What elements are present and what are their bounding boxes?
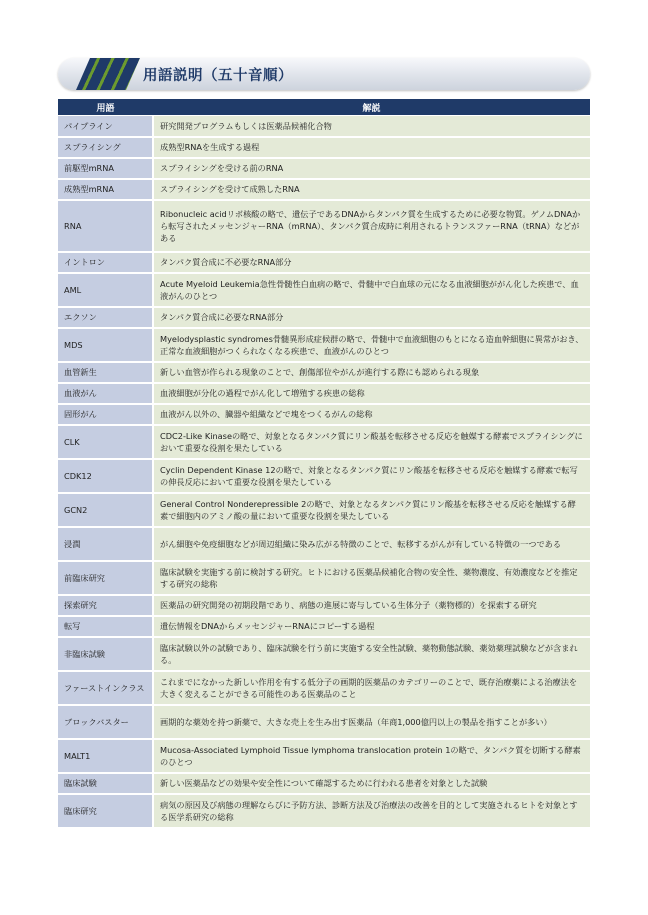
description-cell: 血液がん以外の、臓器や組織などで塊をつくるがんの総称 [153,404,590,425]
description-cell: Mucosa-Associated Lymphoid Tissue lymphoma translocation protein 1の略で、タンパク質を切断する酵素のひとつ [153,739,590,773]
table-row [58,328,590,362]
description-cell: Cyclin Dependent Kinase 12の略で、対象となるタンパク質にリン酸基を転移させる反応を触媒する酵素で転写の伸長反応において重要な役割を果たしている [153,459,590,493]
description-cell: タンパク質合成に必要なRNA部分 [153,307,590,328]
description-cell: 研究開発プログラムもしくは医薬品候補化合物 [153,116,590,137]
description-cell: 画期的な薬効を持つ新薬で、大きな売上を生み出す医薬品（年商1,000億円以上の製品を指すことが多い） [153,705,590,739]
description-cell: がん細胞や免疫細胞などが周辺組織に染み広がる特徴のことで、転移するがんが有している特徴の一つである [153,527,590,561]
table-row [58,179,590,200]
table-row [58,116,590,137]
description-cell: 医薬品の研究開発の初期段階であり、病態の進展に寄与している生体分子（薬物標的）を探索する研究 [153,595,590,616]
header-term: 用語 [58,99,153,116]
table-row [58,200,590,252]
description-cell: 新しい血管が作られる現象のことで、創傷部位やがんが進行する際にも認められる現象 [153,362,590,383]
term-cell: 血液がん [58,383,153,404]
table-row [58,739,590,773]
table-row [58,616,590,637]
table-row [58,493,590,527]
description-cell: これまでになかった新しい作用を有する低分子の画期的医薬品のカテゴリーのことで、既存治療薬による治療法を大きく変えることができる可能性のある医薬品のこと [153,671,590,705]
description-cell: タンパク質合成に不必要なRNA部分 [153,252,590,273]
description-cell: 遺伝情報をDNAからメッセンジャーRNAにコピーする過程 [153,616,590,637]
table-row [58,307,590,328]
term-cell: 臨床試験 [58,773,153,794]
table-row [58,595,590,616]
table-row [58,404,590,425]
table-row [58,527,590,561]
table-row [58,561,590,595]
table-row [58,671,590,705]
term-cell: ファーストインクラス [58,671,153,705]
description-cell: スプライシングを受ける前のRNA [153,158,590,179]
description-cell: 新しい医薬品などの効果や安全性について確認するために行われる患者を対象とした試験 [153,773,590,794]
term-cell: RNA [58,200,153,252]
table-row [58,362,590,383]
table-row [58,273,590,307]
table-row [58,383,590,404]
term-cell: スプライシング [58,137,153,158]
description-cell: 臨床試験以外の試験であり、臨床試験を行う前に実施する安全性試験、薬物動態試験、薬効薬理試験などが含まれる。 [153,637,590,671]
term-cell: 前臨床研究 [58,561,153,595]
glossary-table [58,99,590,829]
page-title-bar [58,58,590,90]
term-cell: 固形がん [58,404,153,425]
description-cell: General Control Nonderepressible 2の略で、対象となるタンパク質にリン酸基を転移させる反応を触媒する酵素で細胞内のアミノ酸の量において重要な役割を果たしている [153,493,590,527]
page-title: 用語説明（五十音順） [143,68,293,84]
description-cell: Acute Myeloid Leukemia急性骨髄性白血病の略で、骨髄中で白血球の元になる血液細胞ががん化した疾患で、血液がんのひとつ [153,273,590,307]
description-cell: 血液細胞が分化の過程でがん化して増殖する疾患の総称 [153,383,590,404]
table-row [58,137,590,158]
table-row [58,459,590,493]
term-cell: CDK12 [58,459,153,493]
term-cell: 浸潤 [58,527,153,561]
term-cell: 成熟型mRNA [58,179,153,200]
table-row [58,158,590,179]
table-row [58,425,590,459]
term-cell: CLK [58,425,153,459]
header-description: 解説 [153,99,590,116]
table-header-row [58,99,590,116]
description-cell: Myelodysplastic syndromes骨髄異形成症候群の略で、骨髄中で血液細胞のもとになる造血幹細胞に異常がおき、正常な血液細胞がつくられなくなる疾患で、血液がんのひとつ [153,328,590,362]
description-cell: スプライシングを受けて成熟したRNA [153,179,590,200]
term-cell: パイプライン [58,116,153,137]
description-cell: CDC2-Like Kinaseの略で、対象となるタンパク質にリン酸基を転移させる反応を触媒する酵素でスプライシングにおいて重要な役割を果たしている [153,425,590,459]
term-cell: MDS [58,328,153,362]
glossary-rows [58,116,590,828]
table-row [58,705,590,739]
table-row [58,252,590,273]
term-cell: ブロックバスター [58,705,153,739]
term-cell: エクソン [58,307,153,328]
term-cell: AML [58,273,153,307]
term-cell: 臨床研究 [58,794,153,828]
description-cell: Ribonucleic acidリボ核酸の略で、遺伝子であるDNAからタンパク質を生成するために必要な物質。ゲノムDNAから転写されたメッセンジャーRNA（mRNA）、タンパク質合成時に利用されるトランスファーRNA（tRNA）などがある [153,200,590,252]
term-cell: 前駆型mRNA [58,158,153,179]
term-cell: 転写 [58,616,153,637]
term-cell: 血管新生 [58,362,153,383]
term-cell: イントロン [58,252,153,273]
term-cell: GCN2 [58,493,153,527]
term-cell: 非臨床試験 [58,637,153,671]
description-cell: 病気の原因及び病態の理解ならびに予防方法、診断方法及び治療法の改善を目的として実施されるヒトを対象とする医学系研究の総称 [153,794,590,828]
table-row [58,773,590,794]
term-cell: 探索研究 [58,595,153,616]
description-cell: 成熟型RNAを生成する過程 [153,137,590,158]
table-row [58,637,590,671]
table-row [58,794,590,828]
term-cell: MALT1 [58,739,153,773]
description-cell: 臨床試験を実施する前に検討する研究。ヒトにおける医薬品候補化合物の安全性、薬物濃度、有効濃度などを推定する研究の総称 [153,561,590,595]
